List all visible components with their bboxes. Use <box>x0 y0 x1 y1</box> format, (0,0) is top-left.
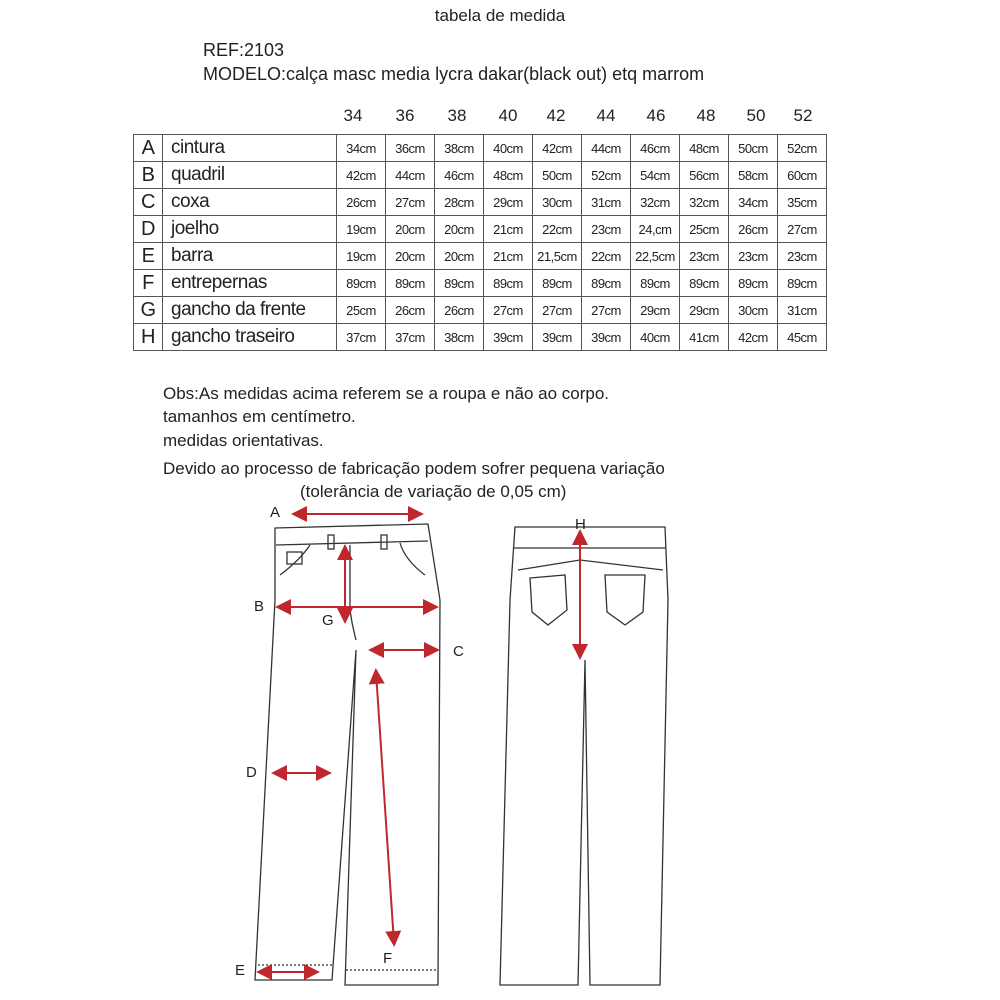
table-cell: 34cm <box>337 135 386 162</box>
table-cell: 89cm <box>533 270 582 297</box>
label-d: D <box>246 764 257 781</box>
table-cell: 60cm <box>778 162 827 189</box>
table-cell: 21,5cm <box>533 243 582 270</box>
size-48: 48 <box>696 106 716 125</box>
size-42: 42 <box>546 106 566 125</box>
row-letter: H <box>134 324 163 351</box>
table-cell: 45cm <box>778 324 827 351</box>
size-36: 36 <box>395 106 415 125</box>
back-pants-outline <box>500 527 668 985</box>
table-cell: 29cm <box>631 297 680 324</box>
size-52: 52 <box>793 106 813 125</box>
row-letter: A <box>134 135 163 162</box>
table-cell: 52cm <box>778 135 827 162</box>
table-cell: 20cm <box>435 216 484 243</box>
size-38: 38 <box>447 106 467 125</box>
row-name: quadril <box>163 162 337 189</box>
table-cell: 22cm <box>533 216 582 243</box>
table-cell: 36cm <box>386 135 435 162</box>
table-cell: 20cm <box>386 243 435 270</box>
row-letter: C <box>134 189 163 216</box>
label-f: F <box>383 950 393 967</box>
table-cell: 44cm <box>386 162 435 189</box>
label-b: B <box>254 598 265 615</box>
size-46: 46 <box>646 106 666 125</box>
table-cell: 48cm <box>680 135 729 162</box>
table-cell: 19cm <box>337 243 386 270</box>
table-cell: 42cm <box>729 324 778 351</box>
table-cell: 31cm <box>582 189 631 216</box>
table-cell: 19cm <box>337 216 386 243</box>
table-cell: 46cm <box>631 135 680 162</box>
table-cell: 35cm <box>778 189 827 216</box>
table-cell: 54cm <box>631 162 680 189</box>
table-cell: 48cm <box>484 162 533 189</box>
table-cell: 23cm <box>729 243 778 270</box>
row-name: joelho <box>163 216 337 243</box>
table-cell: 24,cm <box>631 216 680 243</box>
table-cell: 26cm <box>337 189 386 216</box>
size-44: 44 <box>596 106 616 125</box>
reference-code: REF:2103 <box>203 40 285 60</box>
note-3: medidas orientativas. <box>163 431 324 450</box>
table-cell: 42cm <box>337 162 386 189</box>
table-cell: 23cm <box>582 216 631 243</box>
label-h: H <box>575 516 586 533</box>
table-cell: 20cm <box>386 216 435 243</box>
table-cell: 39cm <box>582 324 631 351</box>
table-cell: 89cm <box>386 270 435 297</box>
table-cell: 30cm <box>533 189 582 216</box>
size-40: 40 <box>498 106 518 125</box>
table-cell: 34cm <box>729 189 778 216</box>
table-cell: 25cm <box>680 216 729 243</box>
table-cell: 50cm <box>729 135 778 162</box>
label-c: C <box>453 643 464 660</box>
table-cell: 25cm <box>337 297 386 324</box>
row-name: barra <box>163 243 337 270</box>
table-cell: 46cm <box>435 162 484 189</box>
arrow-f <box>376 672 394 943</box>
row-letter: B <box>134 162 163 189</box>
table-cell: 27cm <box>582 297 631 324</box>
note-4: Devido ao processo de fabricação podem sofrer pequena variação <box>163 459 665 478</box>
table-cell: 27cm <box>484 297 533 324</box>
size-50: 50 <box>746 106 766 125</box>
table-cell: 89cm <box>778 270 827 297</box>
table-cell: 41cm <box>680 324 729 351</box>
table-cell: 89cm <box>680 270 729 297</box>
table-cell: 22,5cm <box>631 243 680 270</box>
table-cell: 27cm <box>533 297 582 324</box>
table-cell: 38cm <box>435 324 484 351</box>
front-pants-outline <box>255 524 440 985</box>
table-cell: 39cm <box>484 324 533 351</box>
table-cell: 37cm <box>337 324 386 351</box>
table-cell: 23cm <box>778 243 827 270</box>
table-cell: 29cm <box>680 297 729 324</box>
table-cell: 23cm <box>680 243 729 270</box>
table-cell: 89cm <box>435 270 484 297</box>
row-letter: E <box>134 243 163 270</box>
table-cell: 37cm <box>386 324 435 351</box>
table-cell: 38cm <box>435 135 484 162</box>
size-34: 34 <box>343 106 363 125</box>
table-cell: 89cm <box>729 270 778 297</box>
table-cell: 89cm <box>484 270 533 297</box>
table-cell: 40cm <box>484 135 533 162</box>
row-name: gancho da frente <box>163 297 337 324</box>
table-cell: 89cm <box>337 270 386 297</box>
table-cell: 32cm <box>631 189 680 216</box>
note-2: tamanhos em centímetro. <box>163 407 356 426</box>
table-cell: 30cm <box>729 297 778 324</box>
label-g: G <box>322 612 334 629</box>
row-letter: G <box>134 297 163 324</box>
table-cell: 32cm <box>680 189 729 216</box>
label-e: E <box>235 962 246 979</box>
table-cell: 22cm <box>582 243 631 270</box>
table-cell: 26cm <box>729 216 778 243</box>
table-cell: 29cm <box>484 189 533 216</box>
table-cell: 56cm <box>680 162 729 189</box>
table-cell: 50cm <box>533 162 582 189</box>
table-cell: 26cm <box>435 297 484 324</box>
table-cell: 40cm <box>631 324 680 351</box>
table-cell: 20cm <box>435 243 484 270</box>
table-cell: 39cm <box>533 324 582 351</box>
note-1: Obs:As medidas acima referem se a roupa e não ao corpo. <box>163 384 610 403</box>
page-title: tabela de medida <box>434 6 566 25</box>
table-cell: 26cm <box>386 297 435 324</box>
table-cell: 42cm <box>533 135 582 162</box>
note-5: (tolerância de variação de 0,05 cm) <box>300 482 567 501</box>
table-cell: 89cm <box>582 270 631 297</box>
table-cell: 28cm <box>435 189 484 216</box>
table-cell: 44cm <box>582 135 631 162</box>
row-name: entrepernas <box>163 270 337 297</box>
table-cell: 27cm <box>386 189 435 216</box>
model-name: MODELO:calça masc media lycra dakar(black out) etq marrom <box>203 64 705 84</box>
measurement-arrows <box>260 514 580 972</box>
row-letter: F <box>134 270 163 297</box>
table-cell: 58cm <box>729 162 778 189</box>
table-cell: 31cm <box>778 297 827 324</box>
table-cell: 21cm <box>484 216 533 243</box>
row-name: cintura <box>163 135 337 162</box>
table-cell: 52cm <box>582 162 631 189</box>
row-letter: D <box>134 216 163 243</box>
row-name: gancho traseiro <box>163 324 337 351</box>
row-name: coxa <box>163 189 337 216</box>
table-cell: 89cm <box>631 270 680 297</box>
label-a: A <box>270 504 281 521</box>
table-cell: 21cm <box>484 243 533 270</box>
table-cell: 27cm <box>778 216 827 243</box>
